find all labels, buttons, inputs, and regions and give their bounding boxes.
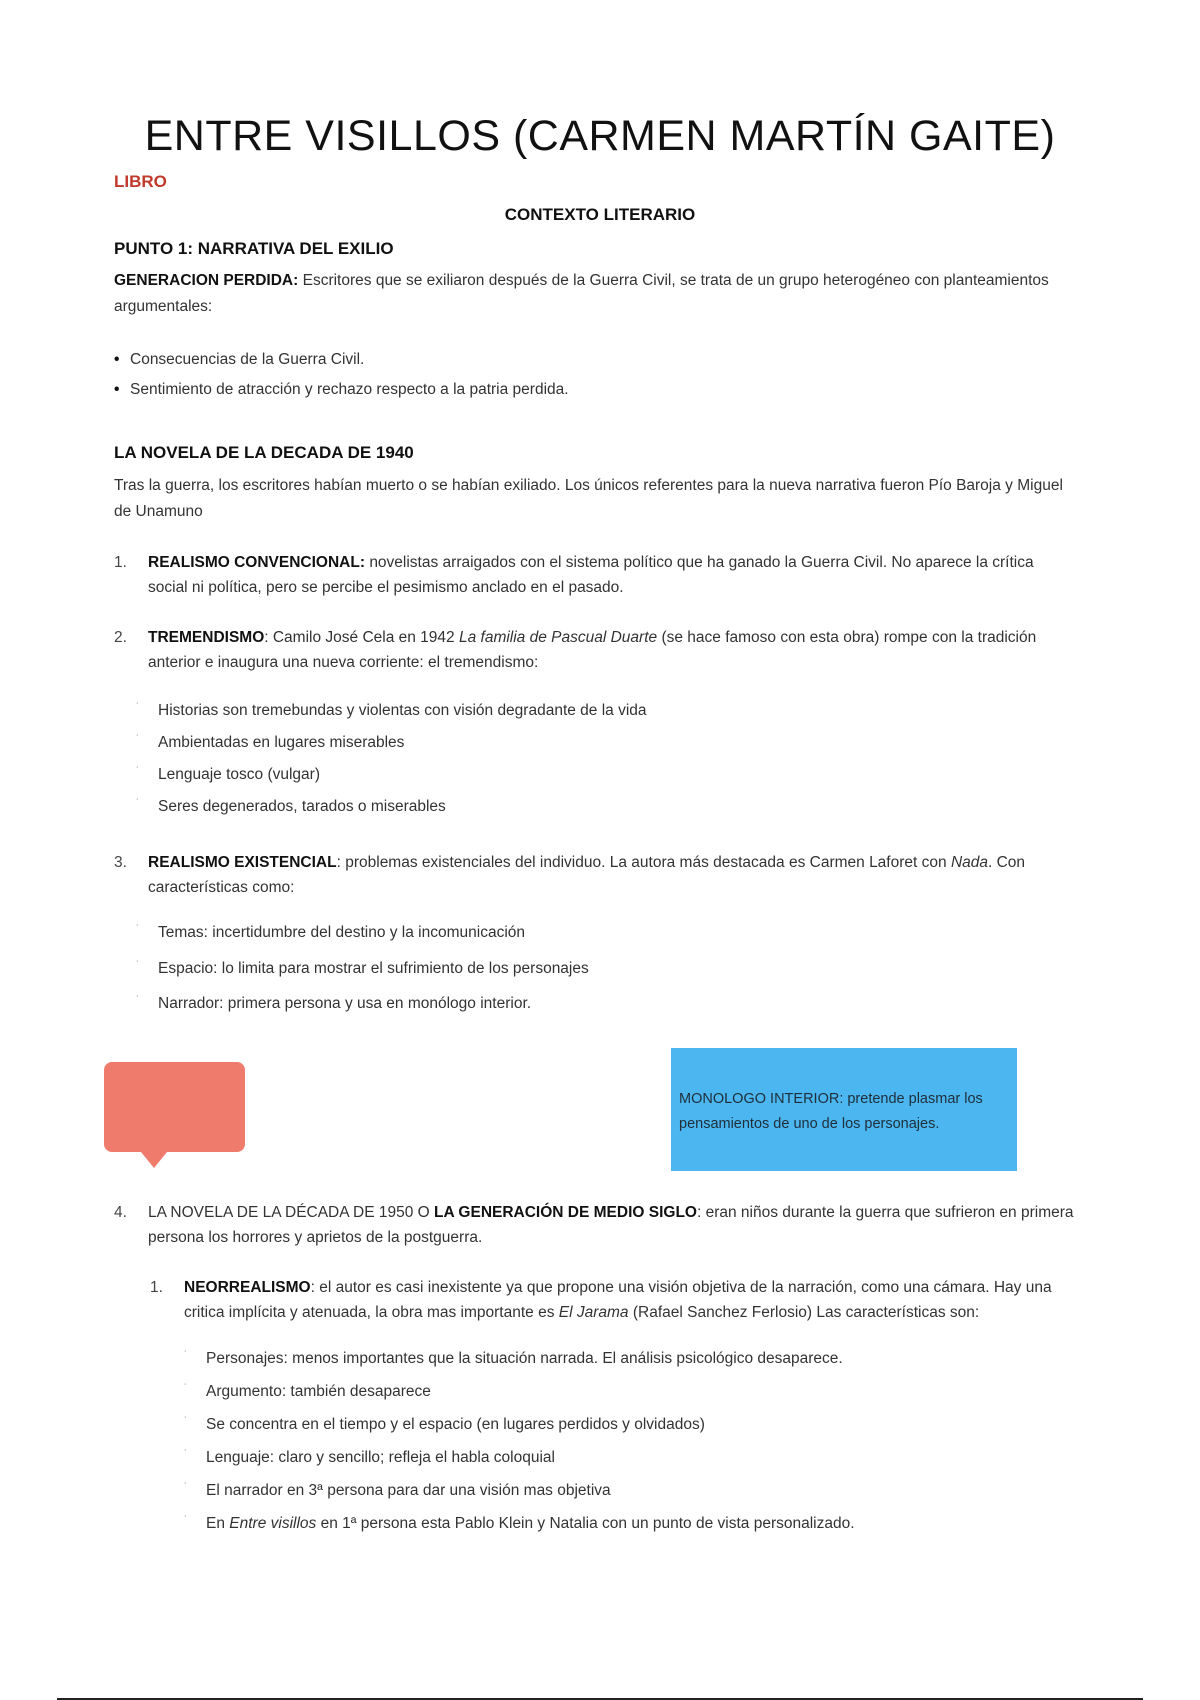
bullet-icon: ˙	[136, 798, 140, 809]
numbered-subitem-1: 1. NEORREALISMO: el autor es casi inexistente ya que propone una visión objetiva de la narración, como una cámara. Hay una critica implícita y atenuada, la obra mas importante es El Jarama (Rafael Sanchez Ferlosio) Las características son:	[150, 1279, 1052, 1321]
list-item: ˙ Espacio: lo limita para mostrar el sufrimiento de los personajes	[136, 960, 589, 977]
term-label: GENERACION PERDIDA:	[114, 272, 299, 289]
bullet-icon: ˙	[136, 960, 140, 971]
speech-bubble-icon	[104, 1062, 245, 1152]
bullet-icon: ˙	[136, 924, 140, 935]
bullet-icon: •	[114, 351, 120, 368]
paragraph-text: Escritores que se exiliaron después de la Guerra Civil, se trata de un grupo heterogéneo con planteamientos argumentales:	[114, 272, 1049, 315]
bullet-icon: ˙	[136, 766, 140, 777]
bullet-icon: ˙	[136, 734, 140, 745]
list-item: ˙ Seres degenerados, tarados o miserables	[136, 798, 446, 815]
bullet-icon: ˙	[184, 1482, 188, 1493]
term-label: NEORREALISMO	[184, 1279, 311, 1296]
bullet-icon: ˙	[184, 1350, 188, 1361]
list-item: ˙ En Entre visillos en 1ª persona esta Pablo Klein y Natalia con un punto de vista personalizado.	[184, 1515, 855, 1532]
bullet-icon: ˙	[184, 1383, 188, 1394]
numbered-item-4: 4. LA NOVELA DE LA DÉCADA DE 1950 O LA GENERACIÓN DE MEDIO SIGLO: eran niños durante la guerra que sufrieron en primera persona los horrores y aprietos de la postguerra.	[114, 1204, 1074, 1246]
list-item: ˙ Ambientadas en lugares miserables	[136, 734, 405, 751]
page-title: ENTRE VISILLOS (CARMEN MARTÍN GAITE)	[144, 112, 1056, 160]
numbered-item-2: 2. TREMENDISMO: Camilo José Cela en 1942 La familia de Pascual Duarte (se hace famoso con esta obra) rompe con la tradición anterior e inaugura una nueva corriente: el tremendismo:	[114, 629, 1037, 671]
bullet-icon: ˙	[184, 1416, 188, 1427]
bullet-icon: ˙	[184, 1449, 188, 1460]
list-item: ˙ Historias son tremebundas y violentas con visión degradante de la vida	[136, 702, 647, 719]
speech-bubble-tail	[141, 1152, 167, 1168]
numbered-item-1: 1. REALISMO CONVENCIONAL: novelistas arraigados con el sistema político que ha ganado la Guerra Civil. No aparece la crítica social ni política, pero se percibe el pesimismo anclado en el pasado.	[114, 554, 1034, 596]
term-label: REALISMO CONVENCIONAL:	[148, 554, 365, 571]
term-label: REALISMO EXISTENCIAL	[148, 854, 337, 871]
list-item: ˙ El narrador en 3ª persona para dar una visión mas objetiva	[184, 1482, 611, 1499]
section-heading-punto1: PUNTO 1: NARRATIVA DEL EXILIO	[114, 239, 394, 258]
bullet-icon: ˙	[136, 995, 140, 1006]
list-item: ˙ Narrador: primera persona y usa en monólogo interior.	[136, 995, 532, 1012]
bullet-icon: ˙	[184, 1515, 188, 1526]
list-item: ˙ Lenguaje tosco (vulgar)	[136, 766, 320, 783]
list-item: ˙ Se concentra en el tiempo y el espacio (en lugares perdidos y olvidados)	[184, 1416, 705, 1433]
paragraph-1940-intro: Tras la guerra, los escritores habían muerto o se habían exiliado. Los únicos referentes para la nueva narrativa fueron Pío Baroja y Miguel de Unamuno	[114, 477, 1063, 520]
list-item: ˙ Personajes: menos importantes que la situación narrada. El análisis psicológico desaparece.	[184, 1350, 843, 1367]
book-title: Nada	[950, 854, 988, 871]
book-tag: LIBRO	[114, 172, 167, 191]
book-title: El Jarama	[558, 1304, 629, 1321]
list-item: ˙ Argumento: también desaparece	[184, 1383, 431, 1400]
context-heading: CONTEXTO LITERARIO	[504, 205, 696, 224]
list-item: • Consecuencias de la Guerra Civil.	[114, 351, 365, 368]
list-item: • Sentimiento de atracción y rechazo respecto a la patria perdida.	[114, 381, 569, 398]
note-box: MONOLOGO INTERIOR: pretende plasmar los pensamientos de uno de los personajes.	[671, 1048, 1017, 1171]
list-item: ˙ Lenguaje: claro y sencillo; refleja el habla coloquial	[184, 1449, 555, 1466]
term-label: LA GENERACIÓN DE MEDIO SIGLO	[434, 1204, 697, 1221]
book-title: La familia de Pascual Duarte	[458, 629, 658, 646]
book-title: Entre visillos	[229, 1515, 317, 1532]
term-label: TREMENDISMO	[148, 629, 265, 646]
bullet-icon: ˙	[136, 702, 140, 713]
list-item: ˙ Temas: incertidumbre del destino y la incomunicación	[136, 924, 526, 941]
numbered-item-3: 3. REALISMO EXISTENCIAL: problemas existenciales del individuo. La autora más destacada es Carmen Laforet con Nada. Con características como:	[114, 854, 1026, 896]
paragraph-generacion-perdida	[114, 268, 1074, 320]
bullet-icon: •	[114, 381, 120, 398]
section-heading-1940: LA NOVELA DE LA DECADA DE 1940	[114, 443, 414, 462]
